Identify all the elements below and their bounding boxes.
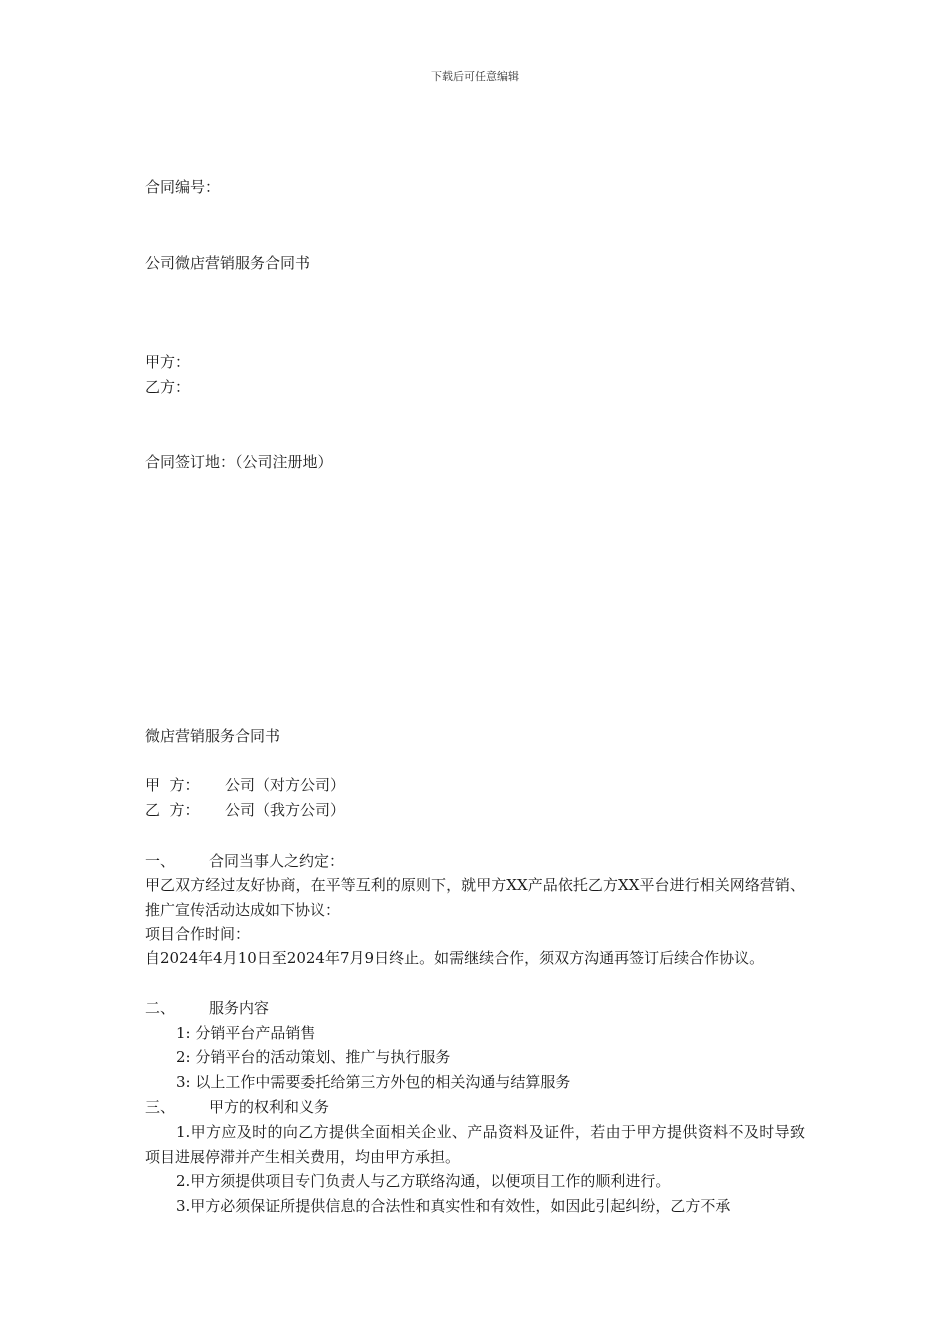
- section3-heading: [145, 1095, 329, 1119]
- section3-title: 甲方的权利和义务: [209, 1098, 330, 1116]
- section3-item: 2.甲方须提供项目专门负责人与乙方联络沟通，以便项目工作的顺利进行。: [176, 1172, 671, 1190]
- header-note: 下载后可任意编辑: [431, 70, 519, 83]
- party-a-value: 公司（对方公司）: [225, 776, 346, 794]
- party-b-label: 乙 方：: [145, 801, 200, 819]
- section2-item: 3: 以上工作中需要委托给第三方外包的相关沟通与结算服务: [176, 1073, 571, 1091]
- party-b-row: [145, 798, 345, 822]
- section1-title: 合同当事人之约定：: [209, 852, 345, 870]
- section3-number: 三、: [145, 1098, 176, 1116]
- cover-title: 公司微店营销服务合同书: [145, 254, 311, 272]
- section2-item: 2: 分销平台的活动策划、推广与执行服务: [176, 1048, 451, 1066]
- party-a-row: [145, 773, 345, 797]
- section2-title: 服务内容: [209, 999, 270, 1017]
- section1-number: 一、: [145, 852, 176, 870]
- body-title: 微店营销服务合同书: [145, 727, 281, 745]
- section1-paragraph: 甲乙双方经过友好协商，在平等互利的原则下，就甲方XX产品依托乙方XX平台进行相关网络营销、推广宣传活动达成如下协议：: [145, 876, 805, 919]
- cover-party-b-label: 乙方：: [145, 378, 191, 396]
- sign-place: 合同签订地：（公司注册地）: [145, 453, 333, 471]
- section3-item: 1.甲方应及时的向乙方提供全面相关企业、产品资料及证件，若由于甲方提供资料不及时导致项目进展停滞并产生相关费用，均由甲方承担。: [145, 1123, 805, 1166]
- section2-item: 1: 分销平台产品销售: [176, 1024, 316, 1042]
- cover-party-a-label: 甲方：: [145, 353, 191, 371]
- section3-item: 3.甲方必须保证所提供信息的合法性和真实性和有效性，如因此引起纠纷，乙方不承: [176, 1197, 731, 1215]
- contract-number-label: 合同编号：: [145, 178, 221, 196]
- section2-number: 二、: [145, 999, 176, 1017]
- section1-time-label: 项目合作时间：: [145, 925, 251, 943]
- party-a-label: 甲 方：: [145, 776, 200, 794]
- section2-heading: [145, 996, 269, 1020]
- section1-heading: [145, 849, 344, 873]
- section1-time-text: 自2024年4月10日至2024年7月9日终止。如需继续合作，须双方沟通再签订后续合作协议。: [145, 949, 765, 967]
- party-b-value: 公司（我方公司）: [225, 801, 346, 819]
